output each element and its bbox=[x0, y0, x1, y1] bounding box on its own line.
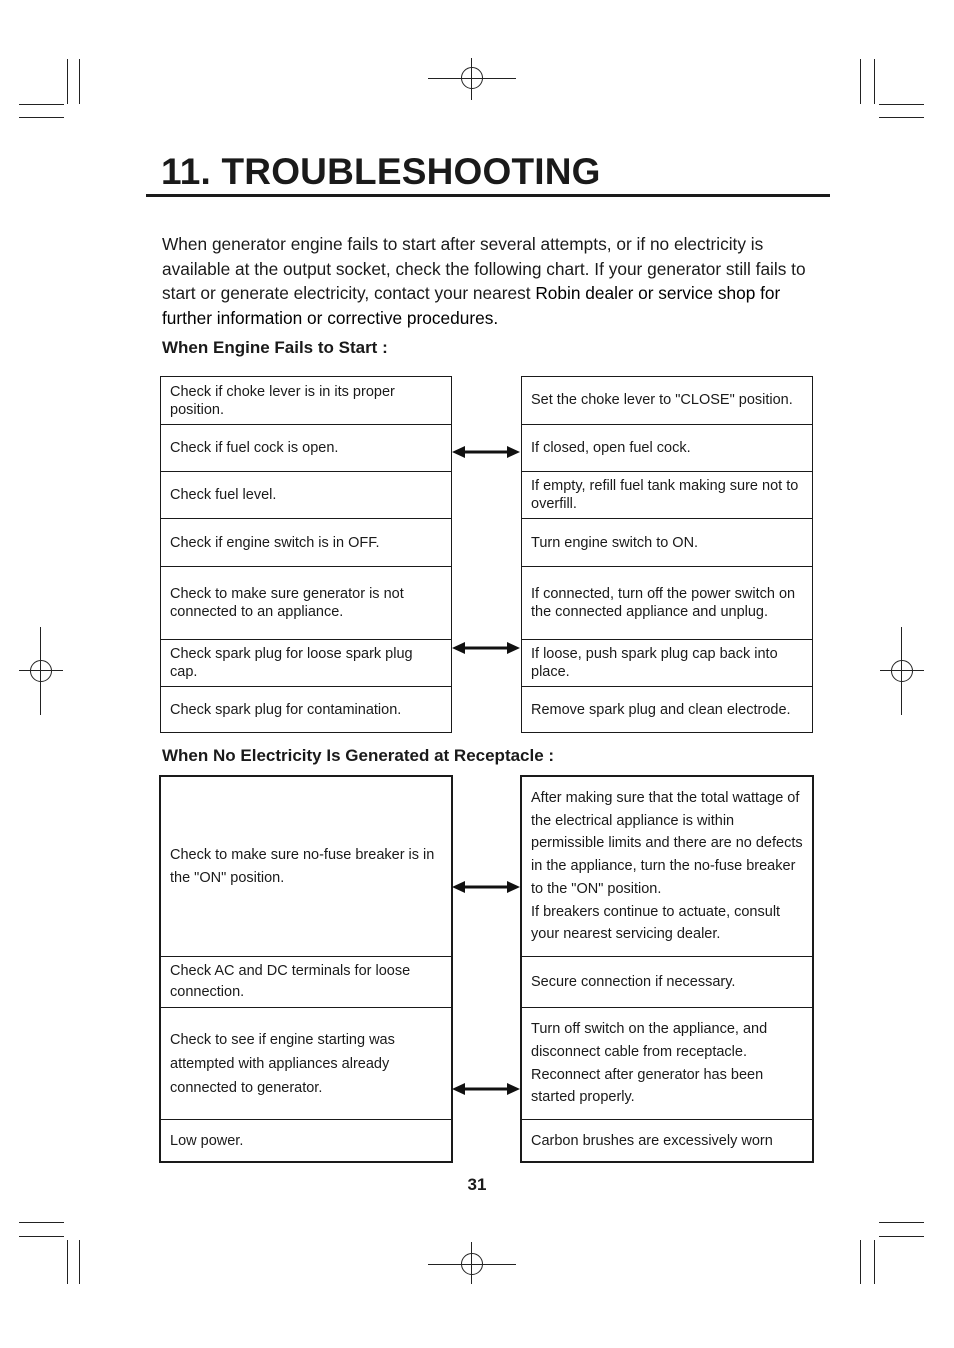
engine-checks-column bbox=[160, 376, 452, 733]
check-cell: Check if engine switch is in OFF. bbox=[161, 519, 451, 567]
remedy-cell: If loose, push spark plug cap back into place. bbox=[522, 640, 812, 687]
remedy-text: If breakers continue to actuate, consult your nearest servicing dealer. bbox=[531, 903, 781, 943]
remedy-cell: If closed, open fuel cock. bbox=[522, 425, 812, 472]
check-cell: Check to make sure no-fuse breaker is in the "ON" position. bbox=[161, 777, 451, 957]
check-cell: Check to see if engine starting was attempted with appliances already connected to generator. bbox=[161, 1008, 451, 1120]
title-underline bbox=[146, 194, 830, 197]
remedy-cell: If empty, refill fuel tank making sure not to overfill. bbox=[522, 472, 812, 519]
remedy-cell: Remove spark plug and clean electrode. bbox=[531, 701, 791, 718]
check-cell: Check if choke lever is in its proper position. bbox=[161, 377, 451, 425]
remedy-cell bbox=[522, 777, 812, 957]
remedy-text: After making sure that the total wattage of the electrical appliance is within permissible limits and there are no defects in the appliance, turn the no-fuse breaker to the "ON" position. bbox=[531, 789, 803, 897]
check-cell: Check fuel level. bbox=[161, 472, 451, 519]
electricity-remedies-column bbox=[520, 775, 814, 1163]
check-cell: Low power. bbox=[170, 1132, 244, 1149]
remedy-cell: Turn off switch on the appliance, and disconnect cable from receptacle. Reconnect after generator has been started properly. bbox=[522, 1008, 812, 1120]
remedy-cell: If connected, turn off the power switch on the connected appliance and unplug. bbox=[522, 567, 812, 640]
page-number: 31 bbox=[467, 1175, 487, 1194]
check-cell: Check if fuel cock is open. bbox=[161, 425, 451, 472]
remedy-cell: Secure connection if necessary. bbox=[522, 957, 812, 1008]
check-cell: Check spark plug for loose spark plug cap. bbox=[161, 640, 451, 687]
check-cell: Check spark plug for contamination. bbox=[170, 701, 402, 718]
remedy-cell: Turn engine switch to ON. bbox=[522, 519, 812, 567]
intro-text: When generator engine fails to start after several attempts, or if no electricity is available at the output socket, check the following chart. If your generator still fails to start or generate electricity, contact your nearest bbox=[162, 234, 806, 303]
engine-remedies-column bbox=[521, 376, 813, 733]
section-heading-engine: When Engine Fails to Start : bbox=[162, 338, 388, 357]
remedy-cell: Set the choke lever to "CLOSE" position. bbox=[522, 377, 812, 425]
double-arrow-icon bbox=[452, 446, 520, 458]
check-cell: Check AC and DC terminals for loose connection. bbox=[161, 957, 451, 1008]
check-cell: Check to make sure generator is not connected to an appliance. bbox=[161, 567, 451, 640]
remedy-cell: Carbon brushes are excessively worn bbox=[531, 1132, 773, 1149]
intro-paragraph bbox=[162, 232, 830, 330]
intro-text-dealer: Robin dealer or service shop for further information or corrective procedures. bbox=[162, 283, 781, 328]
electricity-checks-column bbox=[159, 775, 453, 1163]
section-heading-electricity: When No Electricity Is Generated at Receptacle : bbox=[162, 746, 555, 765]
page-title: 11. TROUBLESHOOTING bbox=[161, 151, 601, 192]
double-arrow-icon bbox=[452, 642, 520, 654]
double-arrow-icon bbox=[452, 881, 520, 893]
double-arrow-icon bbox=[452, 1083, 520, 1095]
